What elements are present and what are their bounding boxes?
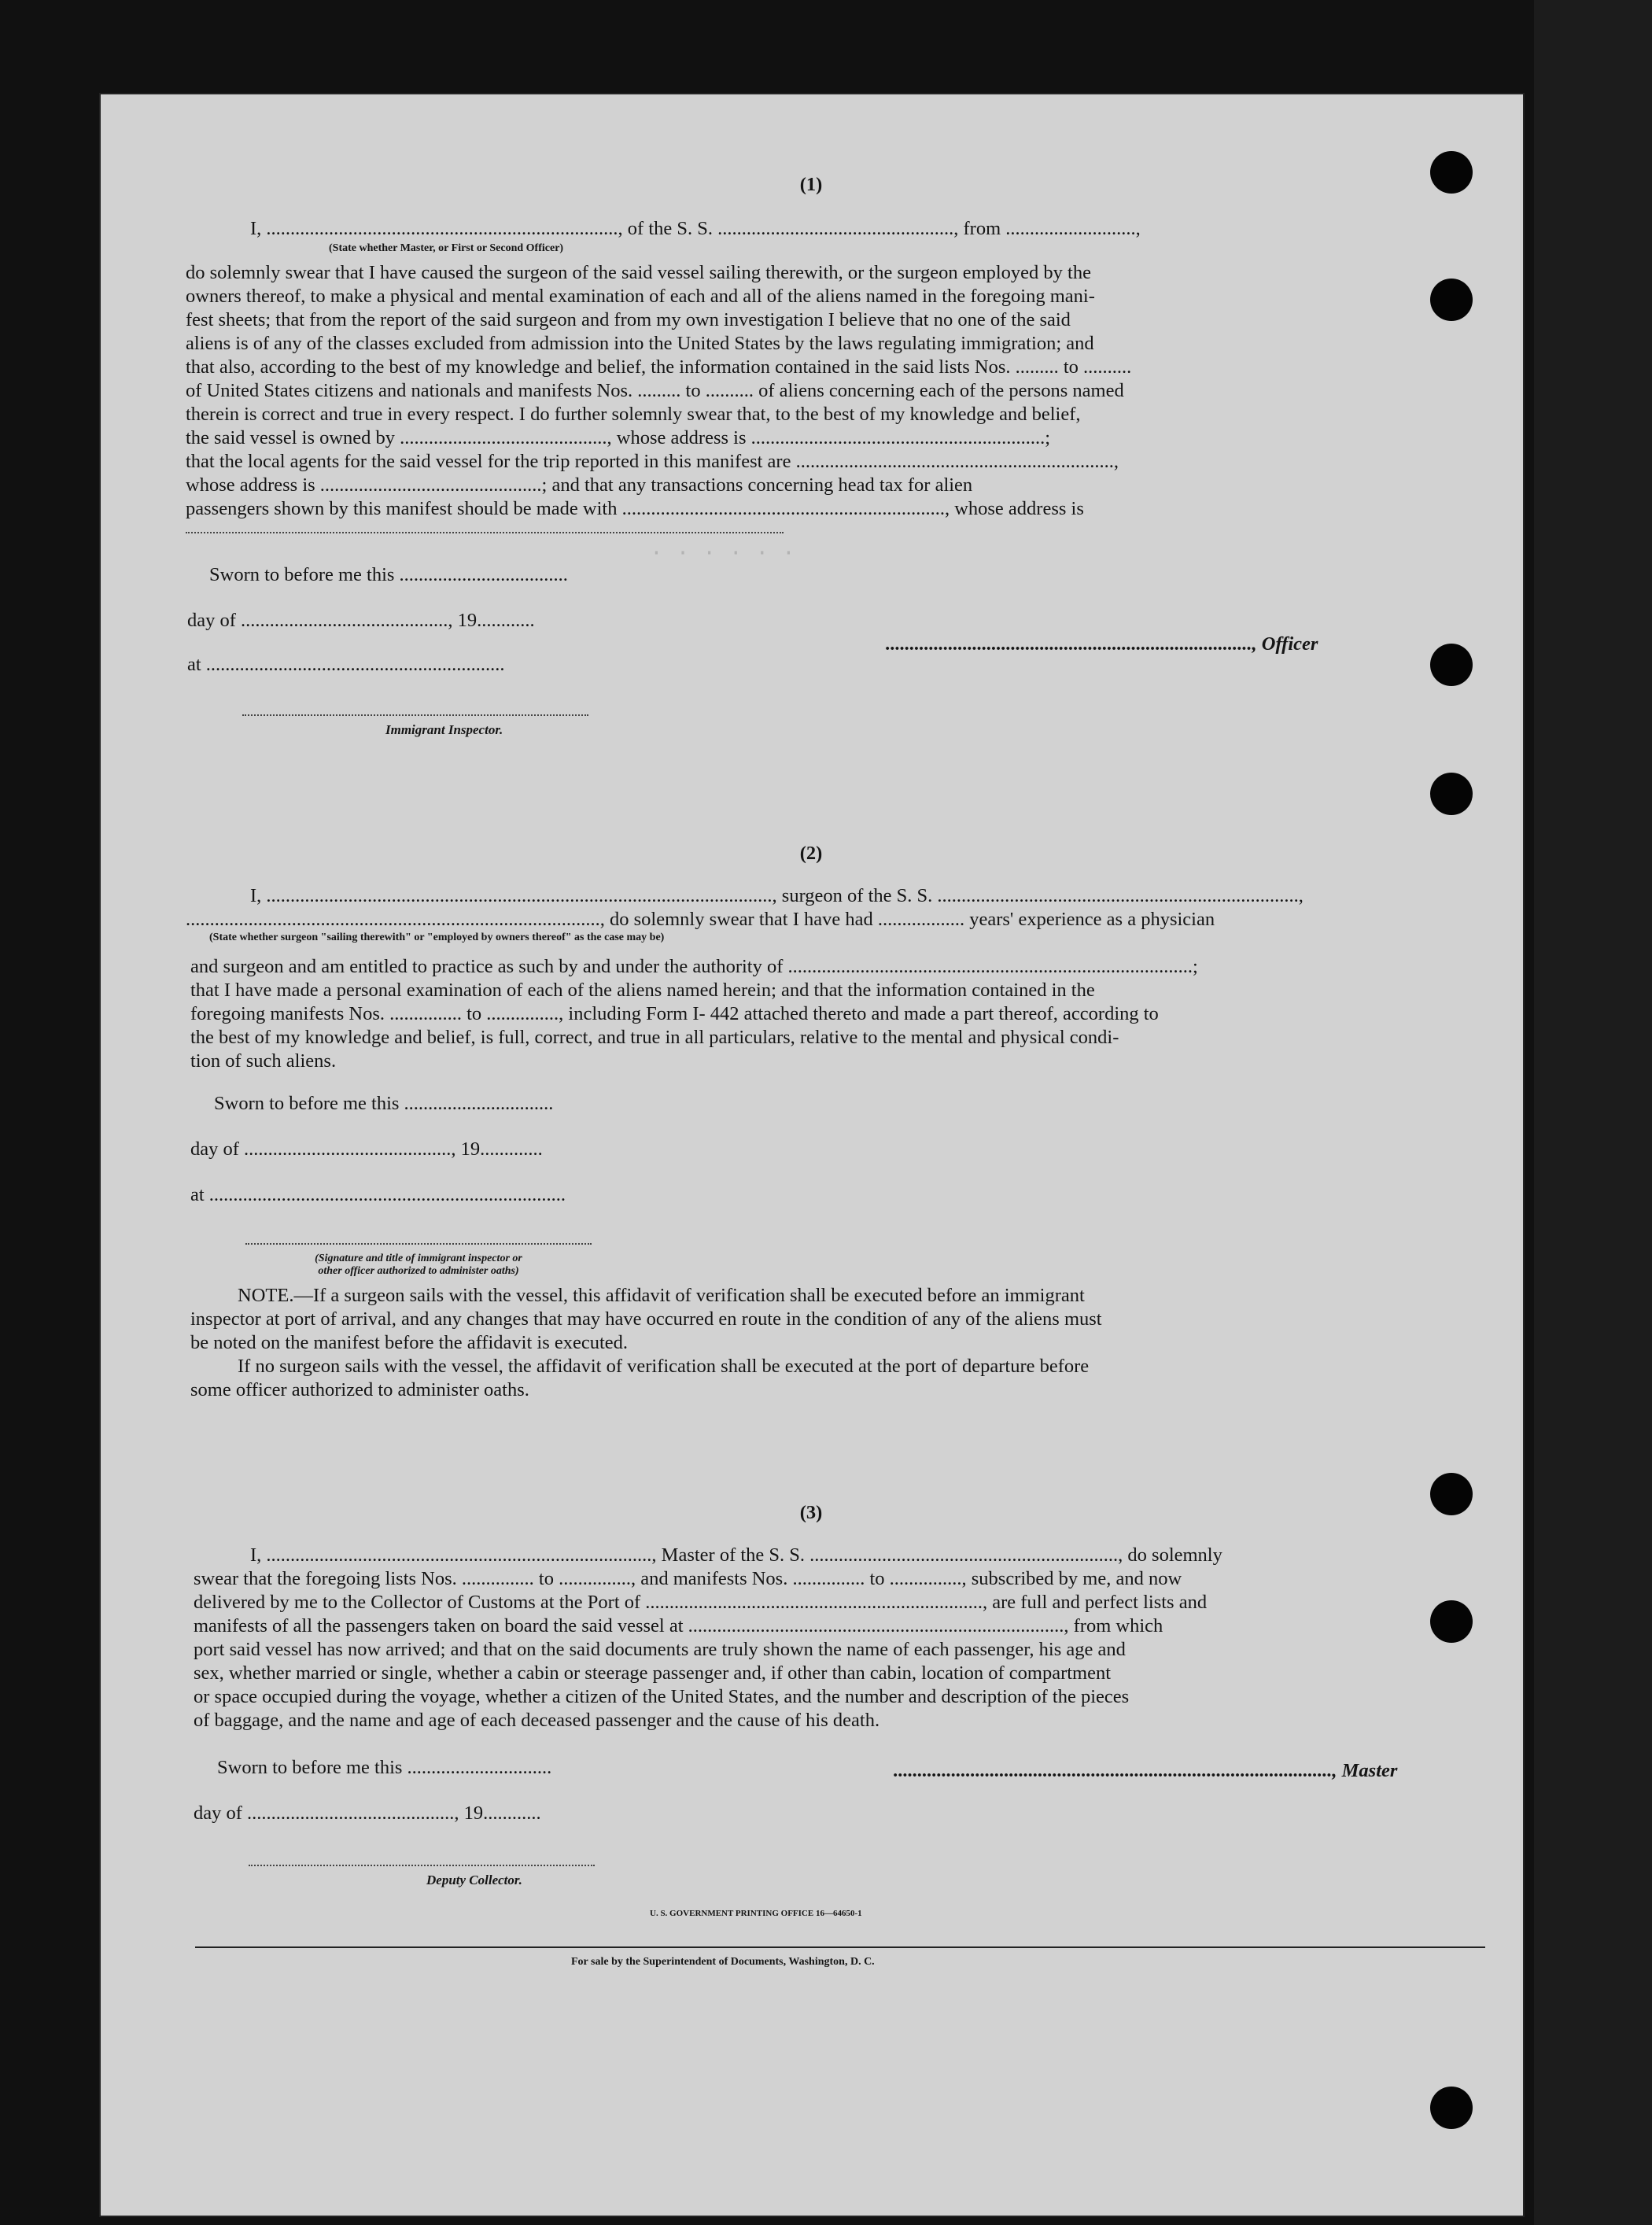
for-sale-note: For sale by the Superintendent of Documents, Washington, D. C. [571, 1956, 875, 1968]
punch-hole [1430, 1473, 1473, 1515]
paragraph-line: foregoing manifests Nos. ............... to ..............., including Form I- 442 attached thereto and made a part thereof, according to [190, 1003, 1159, 1024]
punch-hole [1430, 644, 1473, 686]
footer-rule [195, 1946, 1485, 1948]
scan-margin [1534, 0, 1652, 2225]
paragraph-line: aliens is of any of the classes excluded from admission into the United States by the laws regulating immigration; and [186, 333, 1094, 354]
section-1-oath-line: I, ........................................................................., of the S. S. ................................................., from ..........................., [250, 218, 1141, 239]
punch-hole [1430, 279, 1473, 321]
officer-signature-line: ............................................................................, Officer [886, 633, 1318, 655]
paragraph-line: and surgeon and am entitled to practice as such by and under the authority of ....................................................................................; [190, 956, 1198, 977]
section-1-paragraph [186, 261, 1484, 521]
section-2-oath-line-2: ......................................................................................, do solemnly swear that I have had .................. years' experience as a physician [186, 909, 1215, 930]
punch-hole [1430, 1600, 1473, 1643]
paragraph-line: that the local agents for the said vessel for the trip reported in this manifest are .................................................................., [186, 451, 1119, 472]
punch-hole [1430, 151, 1473, 194]
paragraph-line: whose address is ..............................................; and that any transactions concerning head tax for alien [186, 474, 973, 496]
note-line: inspector at port of arrival, and any changes that may have occurred en route in the condition of any of the aliens must [190, 1308, 1102, 1330]
form-page [99, 93, 1525, 2217]
signature-blank [245, 1243, 592, 1245]
paragraph-line: fest sheets; that from the report of the said surgeon and from my own investigation I believe that no one of the said [186, 309, 1071, 330]
note-line: be noted on the manifest before the affidavit is executed. [190, 1332, 629, 1353]
signature-note-1: (Signature and title of immigrant inspector or [315, 1253, 522, 1264]
section-1-at: at .............................................................. [187, 654, 505, 675]
immigrant-inspector-label: Immigrant Inspector. [385, 722, 503, 737]
deputy-collector-label: Deputy Collector. [426, 1873, 522, 1887]
punch-hole [1430, 773, 1473, 815]
paragraph-line: or space occupied during the voyage, whether a citizen of the United States, and the number and description of the pieces [194, 1686, 1130, 1707]
paragraph-line: swear that the foregoing lists Nos. ............... to ..............., and manifests Nos. ............... to ..............., subscribed by me, and now [194, 1568, 1182, 1589]
section-3-sworn: Sworn to before me this .............................. [217, 1757, 552, 1778]
section-1-number: (1) [799, 174, 823, 195]
paragraph-line: tion of such aliens. [190, 1050, 337, 1072]
section-1-day-of: day of ..........................................., 19............ [187, 610, 535, 631]
section-1-sworn: Sworn to before me this ................................... [209, 564, 568, 585]
section-3-number: (3) [799, 1502, 823, 1523]
address-blank [186, 532, 784, 533]
section-2-number: (2) [799, 843, 823, 864]
paragraph-line: I, ................................................................................, Master of the S. S. ................................................................, do solemnly [250, 1544, 1222, 1566]
note-line: some officer authorized to administer oaths. [190, 1379, 529, 1400]
punch-hole [1430, 2087, 1473, 2129]
signature-note-2: other officer authorized to administer oaths) [318, 1265, 519, 1277]
master-signature-line: ..........................................................................................., Master [894, 1760, 1398, 1781]
paragraph-line: port said vessel has now arrived; and that on the said documents are truly shown the name of each passenger, his age and [194, 1639, 1126, 1660]
printing-office-imprint: U. S. GOVERNMENT PRINTING OFFICE 16—64650-1 [650, 1909, 862, 1918]
section-2-at: at .......................................................................... [190, 1184, 566, 1205]
note-line: NOTE.—If a surgeon sails with the vessel, this affidavit of verification shall be executed before an immigrant [238, 1285, 1085, 1306]
section-2-paragraph [190, 955, 1488, 1073]
paragraph-line: of baggage, and the name and age of each deceased passenger and the cause of his death. [194, 1710, 880, 1731]
bleed-through-text: · · · · · · [650, 541, 795, 566]
surgeon-note: (State whether surgeon "sailing therewith" or "employed by owners thereof" as the case may be) [209, 932, 665, 943]
paragraph-line: that I have made a personal examination of each of the aliens named herein; and that the information contained in the [190, 980, 1095, 1001]
paragraph-line: passengers shown by this manifest should be made with ..................................................................., whose address is [186, 498, 1084, 519]
section-3-day-of: day of ..........................................., 19............ [194, 1803, 541, 1824]
inspector-signature-blank [242, 714, 588, 716]
paragraph-line: the said vessel is owned by ..........................................., whose address is .............................................................; [186, 427, 1051, 448]
paragraph-line: owners thereof, to make a physical and mental examination of each and all of the aliens named in the foregoing mani- [186, 286, 1095, 307]
paragraph-line: therein is correct and true in every respect. I do further solemnly swear that, to the best of my knowledge and belief, [186, 404, 1081, 425]
officer-note: (State whether Master, or First or Second Officer) [329, 242, 564, 254]
paragraph-line: that also, according to the best of my knowledge and belief, the information contained in the said lists Nos. ......... to .......... [186, 356, 1132, 378]
paragraph-line: sex, whether married or single, whether a cabin or steerage passenger and, if other than cabin, location of compartment [194, 1662, 1112, 1684]
section-2-day-of: day of ..........................................., 19............. [190, 1138, 543, 1160]
paragraph-line: do solemnly swear that I have caused the surgeon of the said vessel sailing therewith, or the surgeon employed by the [186, 262, 1091, 283]
paragraph-line: manifests of all the passengers taken on board the said vessel at .............................................................................., from which [194, 1615, 1163, 1636]
paragraph-line: the best of my knowledge and belief, is full, correct, and true in all particulars, relative to the mental and physical condi- [190, 1027, 1119, 1048]
section-3-paragraph [194, 1544, 1492, 1732]
section-2-oath-line: I, ........................................................................................................., surgeon of the S. S. ..........................................................................., [250, 885, 1304, 906]
collector-signature-blank [249, 1865, 595, 1866]
paragraph-line: of United States citizens and nationals and manifests Nos. ......... to .......... of aliens concerning each of the persons named [186, 380, 1124, 401]
paragraph-line: delivered by me to the Collector of Customs at the Port of ......................................................................, are full and perfect lists and [194, 1592, 1208, 1613]
note-line: If no surgeon sails with the vessel, the affidavit of verification shall be executed at the port of departure before [238, 1356, 1090, 1377]
section-2-sworn: Sworn to before me this ............................... [214, 1093, 554, 1114]
